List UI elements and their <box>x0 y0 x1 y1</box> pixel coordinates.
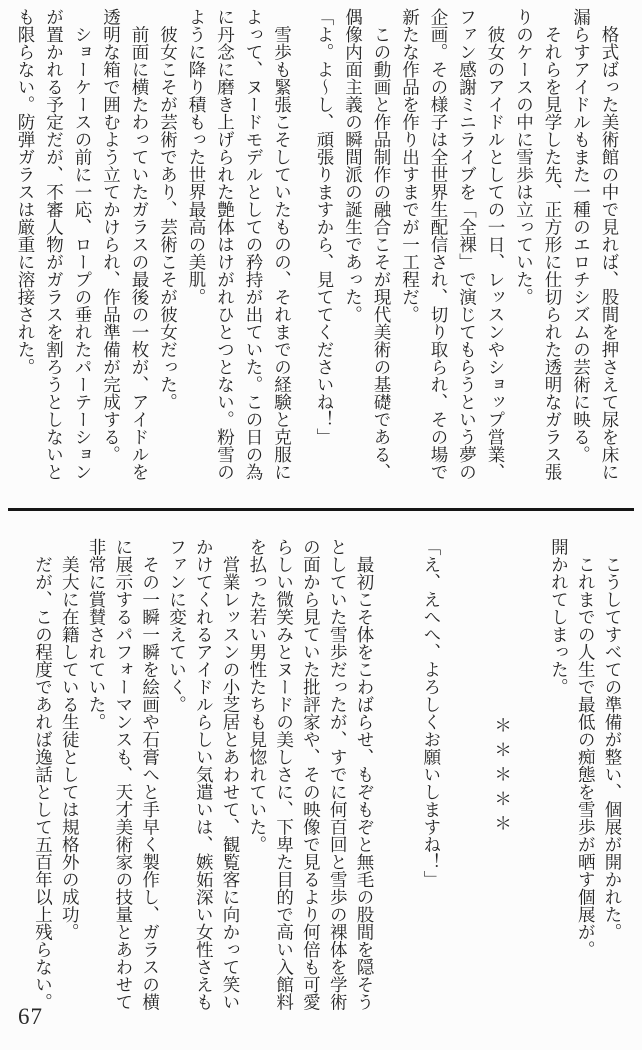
vertical-text-line: これまでの人生で最低の痴態を雪歩が晒す個展が。 <box>576 538 597 958</box>
vertical-text-line: が置かれる予定だが、不審人物がガラスを割ろうとしないと <box>44 8 65 481</box>
vertical-text-line: 偶像内面主義の瞬間派の誕生であった。 <box>343 8 364 323</box>
vertical-text-line: 最初こそ体をこわばらせ、もぞもぞと無毛の股間を隠そう <box>355 538 376 1011</box>
section-divider <box>8 508 634 511</box>
dialogue-line: 「え、えへへ、よろしくお願いしますね！」 <box>421 538 442 888</box>
vertical-text-line: らしい微笑みとヌードの美しさに、下卑た目的で高い入館料 <box>274 538 295 1011</box>
vertical-text-line: かけてくれるアイドルらしい気遣いは、嫉妬深い女性さえも <box>194 538 215 1011</box>
vertical-text-line: その一瞬一瞬を絵画や石膏へと手早く製作し、ガラスの横 <box>140 538 161 1011</box>
scene-break-asterisks: ＊＊＊＊＊ <box>492 715 513 839</box>
vertical-text-line: 新たな作品を作り出すまでが一工程だ。 <box>400 8 421 323</box>
vertical-text-line: 前面に横たわっていたガラスの最後の一枚が、アイドルを <box>130 8 150 481</box>
vertical-text-line: 開かれてしまった。 <box>549 538 570 696</box>
vertical-text-line: 非常に賞賛されていた。 <box>87 538 108 731</box>
vertical-text-line: も限らない。防弾ガラスは厳重に溶接された。 <box>16 8 36 376</box>
vertical-text-line: の面から見ていた批評家や、その映像で見るより何倍も可愛 <box>301 538 322 1011</box>
vertical-text-line: 漏らすアイドルもまた一種のエロチシズムの芸術に映る。 <box>571 8 592 463</box>
vertical-text-line: ファンに変えていく。 <box>167 538 188 713</box>
top-text-section <box>12 8 625 486</box>
vertical-text-line: 企画。その様子は全世界生配信され、切り取られ、その場で <box>429 8 449 481</box>
vertical-text-line: に丹念に磨き上げられた艶体はけがれひとつとない。粉雪の <box>215 8 236 481</box>
page-number: 67 <box>18 1004 43 1029</box>
vertical-text-line: ように降り積もった世界最高の美肌。 <box>187 8 207 306</box>
vertical-text-line: 雪歩も緊張こそしていたものの、それまでの経験と克服に <box>272 8 293 481</box>
vertical-text-line: としていた雪歩だったが、すでに何百回と雪歩の裸体を学術 <box>328 538 349 1011</box>
vertical-text-line: こうしてすべての準備が整い、個展が開かれた。 <box>603 538 623 941</box>
bottom-text-section <box>30 538 626 1016</box>
vertical-text-line: 彼女こそが芸術であり、芸術こそが彼女だった。 <box>158 8 179 411</box>
vertical-text-line: 透明な箱で囲むよう立てかけられ、作品準備が完成する。 <box>101 8 122 463</box>
vertical-text-line: それらを見学した先、正方形に仕切られた透明なガラス張 <box>543 8 563 481</box>
vertical-text-line: この動画と作品制作の融合こそが現代美術の基礎である、 <box>372 8 392 481</box>
vertical-text-line: を払った若い男性たちも見惚れていた。 <box>247 538 268 853</box>
vertical-text-line: 美大に在籍している生徒としては規格外の成功。 <box>60 538 81 941</box>
vertical-text-line: 彼女のアイドルとしての一日、レッスンやショップ営業、 <box>486 8 506 481</box>
vertical-text-line: 営業レッスンの小芝居とあわせて、観覧客に向かって笑い <box>221 538 242 1011</box>
vertical-text-line: ショーケースの前に一応、ロープの垂れたパーテーション <box>73 8 93 481</box>
dialogue-line: 「よ。よ〜し、頑張りますから、見ててくださいね！」 <box>315 8 335 446</box>
vertical-text-line: りのケースの中に雪歩は立っていた。 <box>514 8 535 306</box>
vertical-text-line: よって、ヌードモデルとしての矜持が出ていた。この日の為 <box>244 8 264 481</box>
vertical-text-line: に展示するパフォーマンスも、天才美術家の技量とあわせて <box>113 538 134 1011</box>
vertical-text-line: だが、この程度であれば逸話として五百年以上残らない。 <box>33 538 54 1011</box>
vertical-text-line: ファン感謝ミニライブを「全裸」で演じてもらうという夢の <box>457 8 478 481</box>
vertical-text-line: 格式ばった美術館の中で見れば、股間を押さえて尿を床に <box>600 8 620 481</box>
